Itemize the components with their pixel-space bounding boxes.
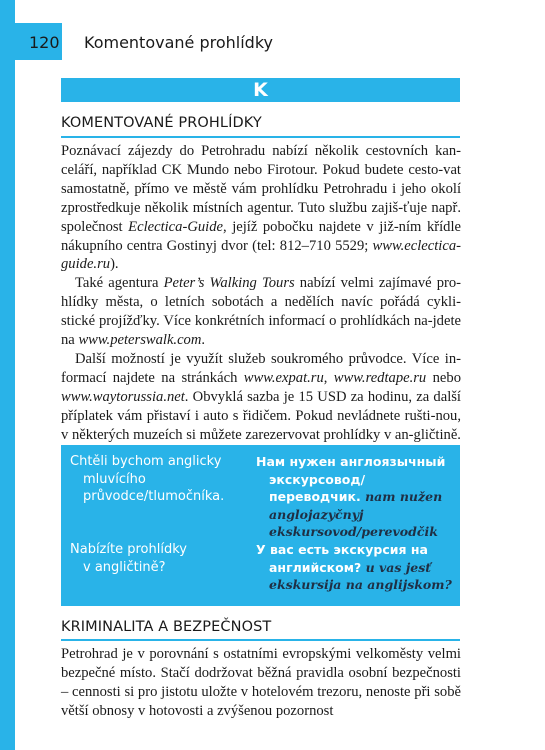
phrase-czech bbox=[70, 453, 224, 506]
paragraph-text: . bbox=[201, 332, 206, 349]
paragraph-text: ). bbox=[110, 256, 119, 273]
side-color-strip bbox=[0, 0, 15, 750]
paragraph-text: nabízí velmi zajímavé pro-hlídky města, o letních sobotách a nedělích navíc pořádá cykli-stické projížďky. Více konkrétních informací o prohlídkách na-jdete na bbox=[61, 275, 462, 349]
running-title: Komentované prohlídky bbox=[84, 33, 273, 52]
phrase-line: экскурсовод/ bbox=[269, 471, 366, 487]
phrase-line: Нам нужен англоязычный bbox=[256, 454, 446, 469]
paragraph-text: , bbox=[323, 369, 334, 386]
phrase-transliteration: ekskursovod/perevodčik bbox=[269, 524, 438, 539]
web-link: www.eclectica-guide.ru bbox=[61, 237, 461, 273]
phrase-line: У вас есть экскурсия на bbox=[256, 542, 428, 557]
phrase-line: průvodce/tlumočníka. bbox=[83, 489, 225, 504]
phrase-line: Nabízíte prohlídky bbox=[70, 542, 187, 557]
paragraph-text: . Obvyklá sazba je 15 USD za hodinu, za další příplatek vám přistaví i auto s řidičem. Pokud nevládnete rušti-nou, v některých muzeích si můžete zarezervovat prohlídky v an-gličtině. bbox=[61, 388, 461, 443]
phrase-line: v angličtině? bbox=[83, 559, 166, 575]
section-heading-guided-tours: KOMENTOVANÉ PROHLÍDKY bbox=[61, 115, 262, 131]
agency-name: Peter’s Walking Tours bbox=[163, 275, 295, 292]
paragraph-text: Také agentura bbox=[75, 275, 164, 292]
section-letter: K bbox=[253, 79, 268, 101]
phrase-line: mluvícího bbox=[83, 471, 146, 487]
paragraph-text: , jejíž pobočku najdete v již-ním křídle nákupního centra Gostinyj dvor (tel: 812–710 5529; bbox=[61, 218, 461, 254]
phrasebook-box bbox=[61, 445, 460, 606]
letter-bar bbox=[61, 78, 460, 102]
paragraph bbox=[61, 350, 461, 445]
web-link: www.waytorussia.net bbox=[61, 388, 185, 405]
phrase-transliteration: anglojazyčnyj bbox=[269, 506, 364, 522]
paragraph bbox=[61, 274, 461, 350]
phrase-transliteration: u vas jesť bbox=[365, 559, 432, 575]
web-link: www.redtape.ru bbox=[333, 369, 427, 386]
phrase-line: переводчик. bbox=[269, 489, 361, 504]
phrase-czech bbox=[70, 541, 187, 576]
phrase-line: английском? bbox=[269, 559, 362, 575]
phrase-russian bbox=[256, 541, 456, 594]
paragraph-text: nebo bbox=[426, 369, 461, 386]
phrase-russian bbox=[256, 453, 456, 541]
paragraph: Petrohrad je v porovnání s ostatními evropskými velkoměsty velmi bezpečné místo. Stačí dodržovat běžná pravidla osobní bezpečnosti – cennosti si pro jistotu uložte v hotelovém trezoru, nenoste při sobě větší obnosy v hotovosti a zvýšenou pozornost bbox=[61, 646, 461, 719]
section-rule bbox=[61, 136, 460, 138]
phrase-line: Chtěli bychom anglicky bbox=[70, 454, 222, 469]
section-body-guided-tours bbox=[61, 142, 461, 445]
section-heading-crime-safety: KRIMINALITA A BEZPEČNOST bbox=[61, 619, 272, 635]
paragraph bbox=[61, 142, 461, 274]
web-link: www.expat.ru bbox=[243, 369, 324, 386]
web-link: www.peterswalk.com bbox=[78, 332, 202, 349]
page-number: 120 bbox=[29, 33, 60, 52]
phrase-transliteration: ekskursija na anglijskom? bbox=[269, 577, 452, 592]
phrase-transliteration: nam nužen bbox=[365, 489, 443, 504]
paragraph-text: Další možností je využít služeb soukromého průvodce. Více in-formací najdete na stránkách bbox=[61, 350, 461, 386]
section-rule bbox=[61, 639, 460, 641]
section-body-crime-safety bbox=[61, 645, 461, 721]
paragraph-text: Poznávací zájezdy do Petrohradu nabízí několik cestovních kan-celáří, například CK Mundo nebo Firotour. Pokud budete cesto-vat samostatně, přímo ve městě vám prohlídku Petrohradu i jeho okolí zprostředkuje několik místních agentur. Tuto službu zajiš-ťuje např. společnost bbox=[61, 143, 461, 235]
page-header bbox=[0, 0, 545, 60]
agency-name: Eclectica-Guide bbox=[128, 218, 223, 235]
